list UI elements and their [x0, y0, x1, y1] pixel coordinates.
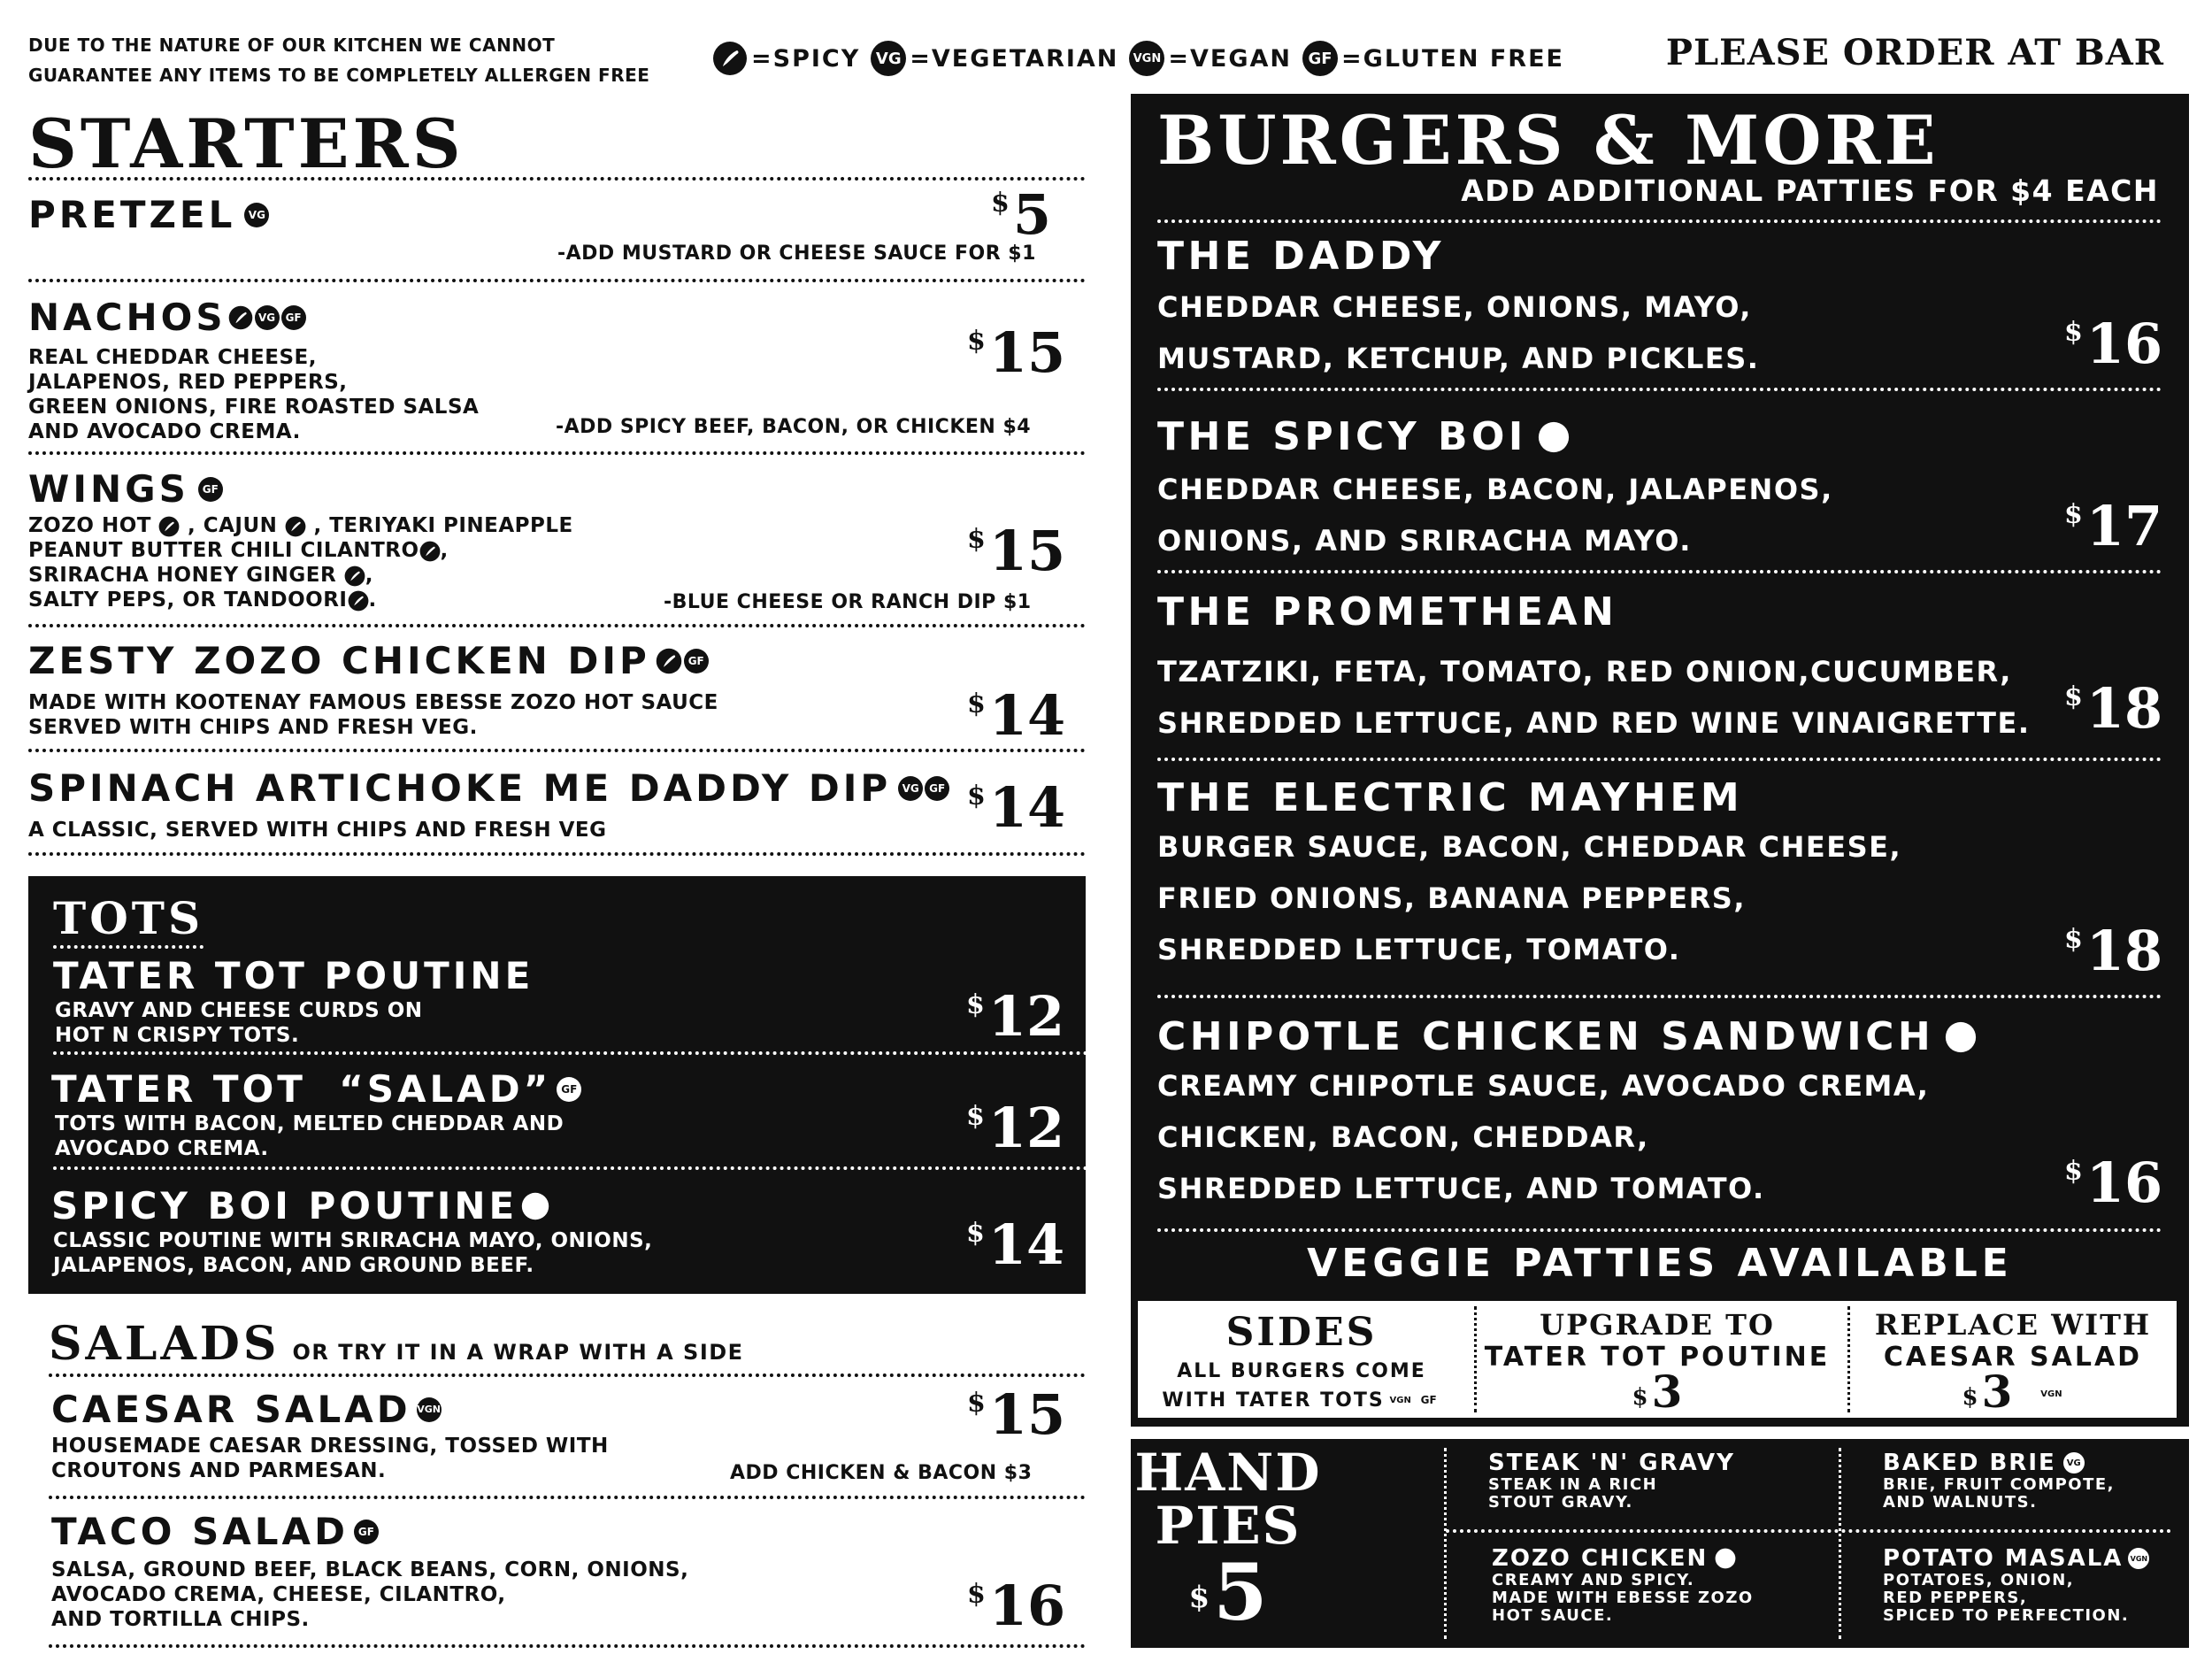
dietary-legend	[712, 39, 1564, 78]
menu-item-the-daddy: THE DADDY	[1157, 234, 1445, 279]
vegan-icon: VGN	[1388, 1388, 1413, 1412]
spicy-icon	[285, 516, 306, 537]
tots-title: TOTS	[53, 892, 204, 944]
item-name: TATER TOT “SALAD”	[51, 1067, 552, 1111]
gluten-free-icon: GF	[354, 1520, 379, 1544]
divider	[1444, 1448, 1447, 1639]
divider	[1157, 388, 2162, 391]
upgrade-item: TATER TOT POUTINE	[1484, 1342, 1831, 1373]
item-price: $16	[2064, 1150, 2163, 1215]
item-price: $16	[967, 1574, 1066, 1638]
vegetarian-icon: VG	[871, 41, 906, 76]
item-description: CLASSIC POUTINE WITH SRIRACHA MAYO, ONIONS, JALAPENOS, BACON, AND GROUND BEEF.	[53, 1229, 653, 1277]
divider	[1157, 1228, 2162, 1232]
sides-desc-2-row	[1138, 1388, 1465, 1412]
item-description: BRIE, FRUIT COMPOTE, AND WALNUTS.	[1883, 1475, 2116, 1512]
item-name: BAKED BRIE	[1883, 1450, 2056, 1476]
spicy-icon	[1945, 1021, 1977, 1053]
divider	[28, 451, 1086, 455]
vegan-icon: VGN	[2128, 1548, 2149, 1569]
tots-panel	[28, 876, 1086, 1294]
spicy-icon	[1538, 421, 1570, 453]
divider	[1446, 1529, 2171, 1533]
sides-desc-1: ALL BURGERS COME	[1177, 1360, 1426, 1382]
upgrade-title: UPGRADE TO	[1540, 1308, 1775, 1342]
item-name: TACO SALAD	[51, 1510, 349, 1553]
salads-header	[49, 1317, 744, 1371]
replace-section	[1849, 1308, 2177, 1418]
item-description: MADE WITH KOOTENAY FAMOUS EBESSE ZOZO HOT SAUCE SERVED WITH CHIPS AND FRESH VEG.	[28, 691, 718, 739]
gluten-free-icon: GF	[557, 1077, 581, 1102]
item-description: POTATOES, ONION, RED PEPPERS, SPICED TO PERFECTION.	[1883, 1571, 2130, 1625]
item-name: PRETZEL	[28, 193, 236, 236]
spicy-icon	[228, 305, 253, 330]
burgers-title: BURGERS & MORE	[1157, 101, 1939, 180]
item-description: A CLASSIC, SERVED WITH CHIPS AND FRESH VEG	[28, 819, 607, 842]
menu-item-pretzel	[28, 193, 269, 236]
veggie-patties-note: VEGGIE PATTIES AVAILABLE	[1307, 1241, 2013, 1286]
item-price: $12	[966, 984, 1065, 1049]
spicy-icon	[521, 1192, 549, 1220]
replace-price-row	[1849, 1366, 2177, 1418]
divider	[28, 852, 1086, 856]
vegan-icon: VGN	[2039, 1381, 2063, 1406]
item-price: $14	[966, 1212, 1065, 1277]
spicy-icon	[712, 41, 748, 76]
divider	[28, 177, 1086, 181]
divider	[1157, 995, 2162, 998]
legend-vegetarian: =VEGETARIAN	[910, 44, 1119, 73]
item-price: $14	[967, 683, 1066, 748]
item-description: CHEDDAR CHEESE, ONIONS, MAYO, MUSTARD, KETCHUP, AND PICKLES.	[1157, 290, 1760, 375]
menu-item-zesty-zozo-chicken-dip	[28, 639, 709, 682]
divider	[1157, 758, 2162, 761]
salads-subtitle: OR TRY IT IN A WRAP WITH A SIDE	[292, 1340, 744, 1365]
spicy-icon	[158, 516, 180, 537]
item-name-row	[1883, 1450, 2115, 1476]
menu-item-tater-tot-poutine: TATER TOT POUTINE	[53, 954, 534, 997]
vegetarian-icon: VG	[898, 776, 923, 801]
item-name: ZESTY ZOZO CHICKEN DIP	[28, 639, 650, 682]
item-description: HOUSEMADE CAESAR DRESSING, TOSSED WITH CROUTONS AND PARMESAN.	[51, 1435, 609, 1482]
legend-vegan: =VEGAN	[1168, 44, 1293, 73]
item-description: GRAVY AND CHEESE CURDS ON HOT N CRISPY TOTS.	[55, 999, 423, 1047]
sides-box	[1138, 1301, 2177, 1418]
item-description: ZOZO HOT , CAJUN , TERIYAKI PINEAPPLE PEANUT BUTTER CHILI CILANTRO , SRIRACHA HONEY GINGER , SALTY PEPS, OR TANDOORI .	[28, 514, 573, 612]
replace-price: $3	[1962, 1366, 2013, 1418]
item-note: ADD CHICKEN & BACON $3	[730, 1462, 1033, 1484]
vegetarian-icon: VG	[244, 203, 269, 227]
gluten-free-icon: GF	[1417, 1388, 1441, 1412]
hand-pie-potato-masala	[1883, 1545, 2149, 1625]
divider	[1157, 219, 2162, 223]
starters-title: STARTERS	[28, 104, 465, 183]
salads-title: SALADS	[49, 1317, 280, 1371]
item-name: WINGS	[28, 467, 189, 511]
divider	[28, 624, 1086, 627]
item-price: $17	[2064, 494, 2163, 558]
item-price: $12	[966, 1096, 1065, 1160]
menu-item-wings	[28, 467, 223, 511]
item-name: POTATO MASALA	[1883, 1545, 2124, 1572]
item-name: STEAK 'N' GRAVY	[1488, 1450, 1735, 1476]
vegetarian-icon: VG	[255, 305, 280, 330]
divider	[28, 749, 1086, 752]
item-description: REAL CHEDDAR CHEESE, JALAPENOS, RED PEPPERS, GREEN ONIONS, FIRE ROASTED SALSA AND AVOCADO CREMA.	[28, 346, 480, 443]
upgrade-section	[1476, 1308, 1839, 1418]
divider	[49, 1644, 1086, 1648]
item-price: $18	[2064, 676, 2163, 741]
item-description: CHEDDAR CHEESE, BACON, JALAPENOS, ONIONS, AND SRIRACHA MAYO.	[1157, 473, 1833, 558]
divider	[49, 1373, 1086, 1377]
divider	[1157, 570, 2162, 573]
menu-item-the-promethean: THE PROMETHEAN	[1157, 589, 1618, 635]
order-at-bar-notice: PLEASE ORDER AT BAR	[1665, 32, 2164, 73]
sides-section	[1138, 1310, 1465, 1412]
hand-pie-steak-n-gravy	[1488, 1450, 1735, 1512]
gluten-free-icon: GF	[684, 649, 709, 673]
menu-item-spinach-artichoke-dip	[28, 766, 949, 810]
hand-pie-baked-brie	[1883, 1450, 2115, 1512]
spicy-icon	[348, 590, 369, 612]
item-name: NACHOS	[28, 296, 227, 339]
burgers-subtitle: ADD ADDITIONAL PATTIES FOR $4 EACH	[1461, 173, 2159, 208]
upgrade-price: $3	[1632, 1366, 1683, 1418]
item-description: STEAK IN A RICH STOUT GRAVY.	[1488, 1475, 1658, 1512]
item-description: BURGER SAUCE, BACON, CHEDDAR CHEESE, FRIED ONIONS, BANANA PEPPERS, SHREDDED LETTUCE, TOMATO.	[1157, 830, 1902, 966]
menu-item-the-spicy-boi	[1157, 414, 1570, 459]
spicy-icon	[419, 541, 441, 562]
menu-item-caesar-salad	[51, 1388, 442, 1431]
menu-item-the-electric-mayhem: THE ELECTRIC MAYHEM	[1157, 775, 1744, 820]
item-name: SPICY BOI POUTINE	[51, 1184, 518, 1227]
item-note: -BLUE CHEESE OR RANCH DIP $1	[664, 591, 1032, 613]
menu-item-taco-salad	[51, 1510, 379, 1553]
divider	[53, 1166, 1088, 1170]
hand-pies-heading	[1131, 1443, 1325, 1638]
item-price: $15	[967, 519, 1066, 583]
item-name-row	[1883, 1545, 2149, 1572]
menu-item-tater-tot-salad	[51, 1067, 581, 1111]
item-name: CHIPOTLE CHICKEN SANDWICH	[1157, 1014, 1935, 1059]
divider	[1839, 1448, 1841, 1639]
item-price: $15	[967, 1382, 1066, 1447]
divider	[53, 1051, 1088, 1055]
item-note: -ADD MUSTARD OR CHEESE SAUCE FOR $1	[557, 242, 1036, 265]
disclaimer-line-1: DUE TO THE NATURE OF OUR KITCHEN WE CANNOT	[28, 35, 556, 56]
item-description: CREAMY CHIPOTLE SAUCE, AVOCADO CREMA, CHICKEN, BACON, CHEDDAR, SHREDDED LETTUCE, AND TOMATO.	[1157, 1069, 1930, 1205]
item-name: ZOZO CHICKEN	[1492, 1545, 1709, 1572]
hand-pies-panel	[1131, 1439, 2189, 1648]
disclaimer-line-2: GUARANTEE ANY ITEMS TO BE COMPLETELY ALLERGEN FREE	[28, 65, 650, 86]
item-description: SALSA, GROUND BEEF, BLACK BEANS, CORN, ONIONS, AVOCADO CREMA, CHEESE, CILANTRO, AND TORTILLA CHIPS.	[51, 1558, 689, 1631]
replace-title: REPLACE WITH	[1874, 1308, 2152, 1342]
divider	[53, 945, 204, 949]
vegan-icon: VGN	[1129, 41, 1164, 76]
spicy-icon	[344, 566, 365, 587]
item-price: $5	[991, 182, 1052, 247]
divider	[49, 1496, 1086, 1499]
item-description: CREAMY AND SPICY. MADE WITH EBESSE ZOZO HOT SAUCE.	[1492, 1571, 1754, 1625]
hand-pies-price: $5	[1188, 1546, 1268, 1638]
menu-item-spicy-boi-poutine	[51, 1184, 549, 1227]
item-price: $14	[967, 775, 1066, 840]
spicy-icon	[1715, 1548, 1736, 1569]
item-name-row	[1492, 1545, 1754, 1572]
item-price: $15	[967, 320, 1066, 385]
spicy-icon	[656, 648, 682, 674]
gluten-free-icon: GF	[925, 776, 949, 801]
legend-gluten-free: =GLUTEN FREE	[1341, 44, 1564, 73]
divider	[28, 279, 1086, 282]
item-name: CAESAR SALAD	[51, 1388, 411, 1431]
gluten-free-icon: GF	[281, 305, 306, 330]
vegetarian-icon: VG	[2063, 1452, 2085, 1473]
item-price: $16	[2064, 312, 2163, 376]
hand-pies-title-1: HAND	[1134, 1443, 1322, 1503]
item-note: -ADD SPICY BEEF, BACON, OR CHICKEN $4	[556, 416, 1032, 438]
hand-pies-title-2: PIES	[1155, 1496, 1302, 1556]
menu-item-chipotle-chicken-sandwich	[1157, 1014, 1977, 1059]
sides-desc-2: WITH TATER TOTS	[1162, 1389, 1385, 1412]
legend-spicy: =SPICY	[751, 44, 861, 73]
item-price: $18	[2064, 919, 2163, 983]
vegan-icon: VGN	[417, 1397, 442, 1422]
menu-item-nachos	[28, 296, 306, 339]
replace-item: CAESAR SALAD	[1883, 1342, 2143, 1373]
gluten-free-icon: GF	[198, 477, 223, 502]
allergen-disclaimer	[28, 30, 649, 90]
gluten-free-icon: GF	[1302, 41, 1338, 76]
burgers-panel	[1131, 94, 2189, 1427]
item-name: THE SPICY BOI	[1157, 414, 1527, 459]
item-name: SPINACH ARTICHOKE ME DADDY DIP	[28, 766, 892, 810]
item-description: TZATZIKI, FETA, TOMATO, RED ONION,CUCUMBER, SHREDDED LETTUCE, AND RED WINE VINAIGRETTE.	[1157, 655, 2031, 740]
item-description: TOTS WITH BACON, MELTED CHEDDAR AND AVOCADO CREMA.	[55, 1112, 565, 1160]
sides-title: SIDES	[1225, 1310, 1378, 1355]
hand-pie-zozo-chicken	[1492, 1545, 1754, 1625]
